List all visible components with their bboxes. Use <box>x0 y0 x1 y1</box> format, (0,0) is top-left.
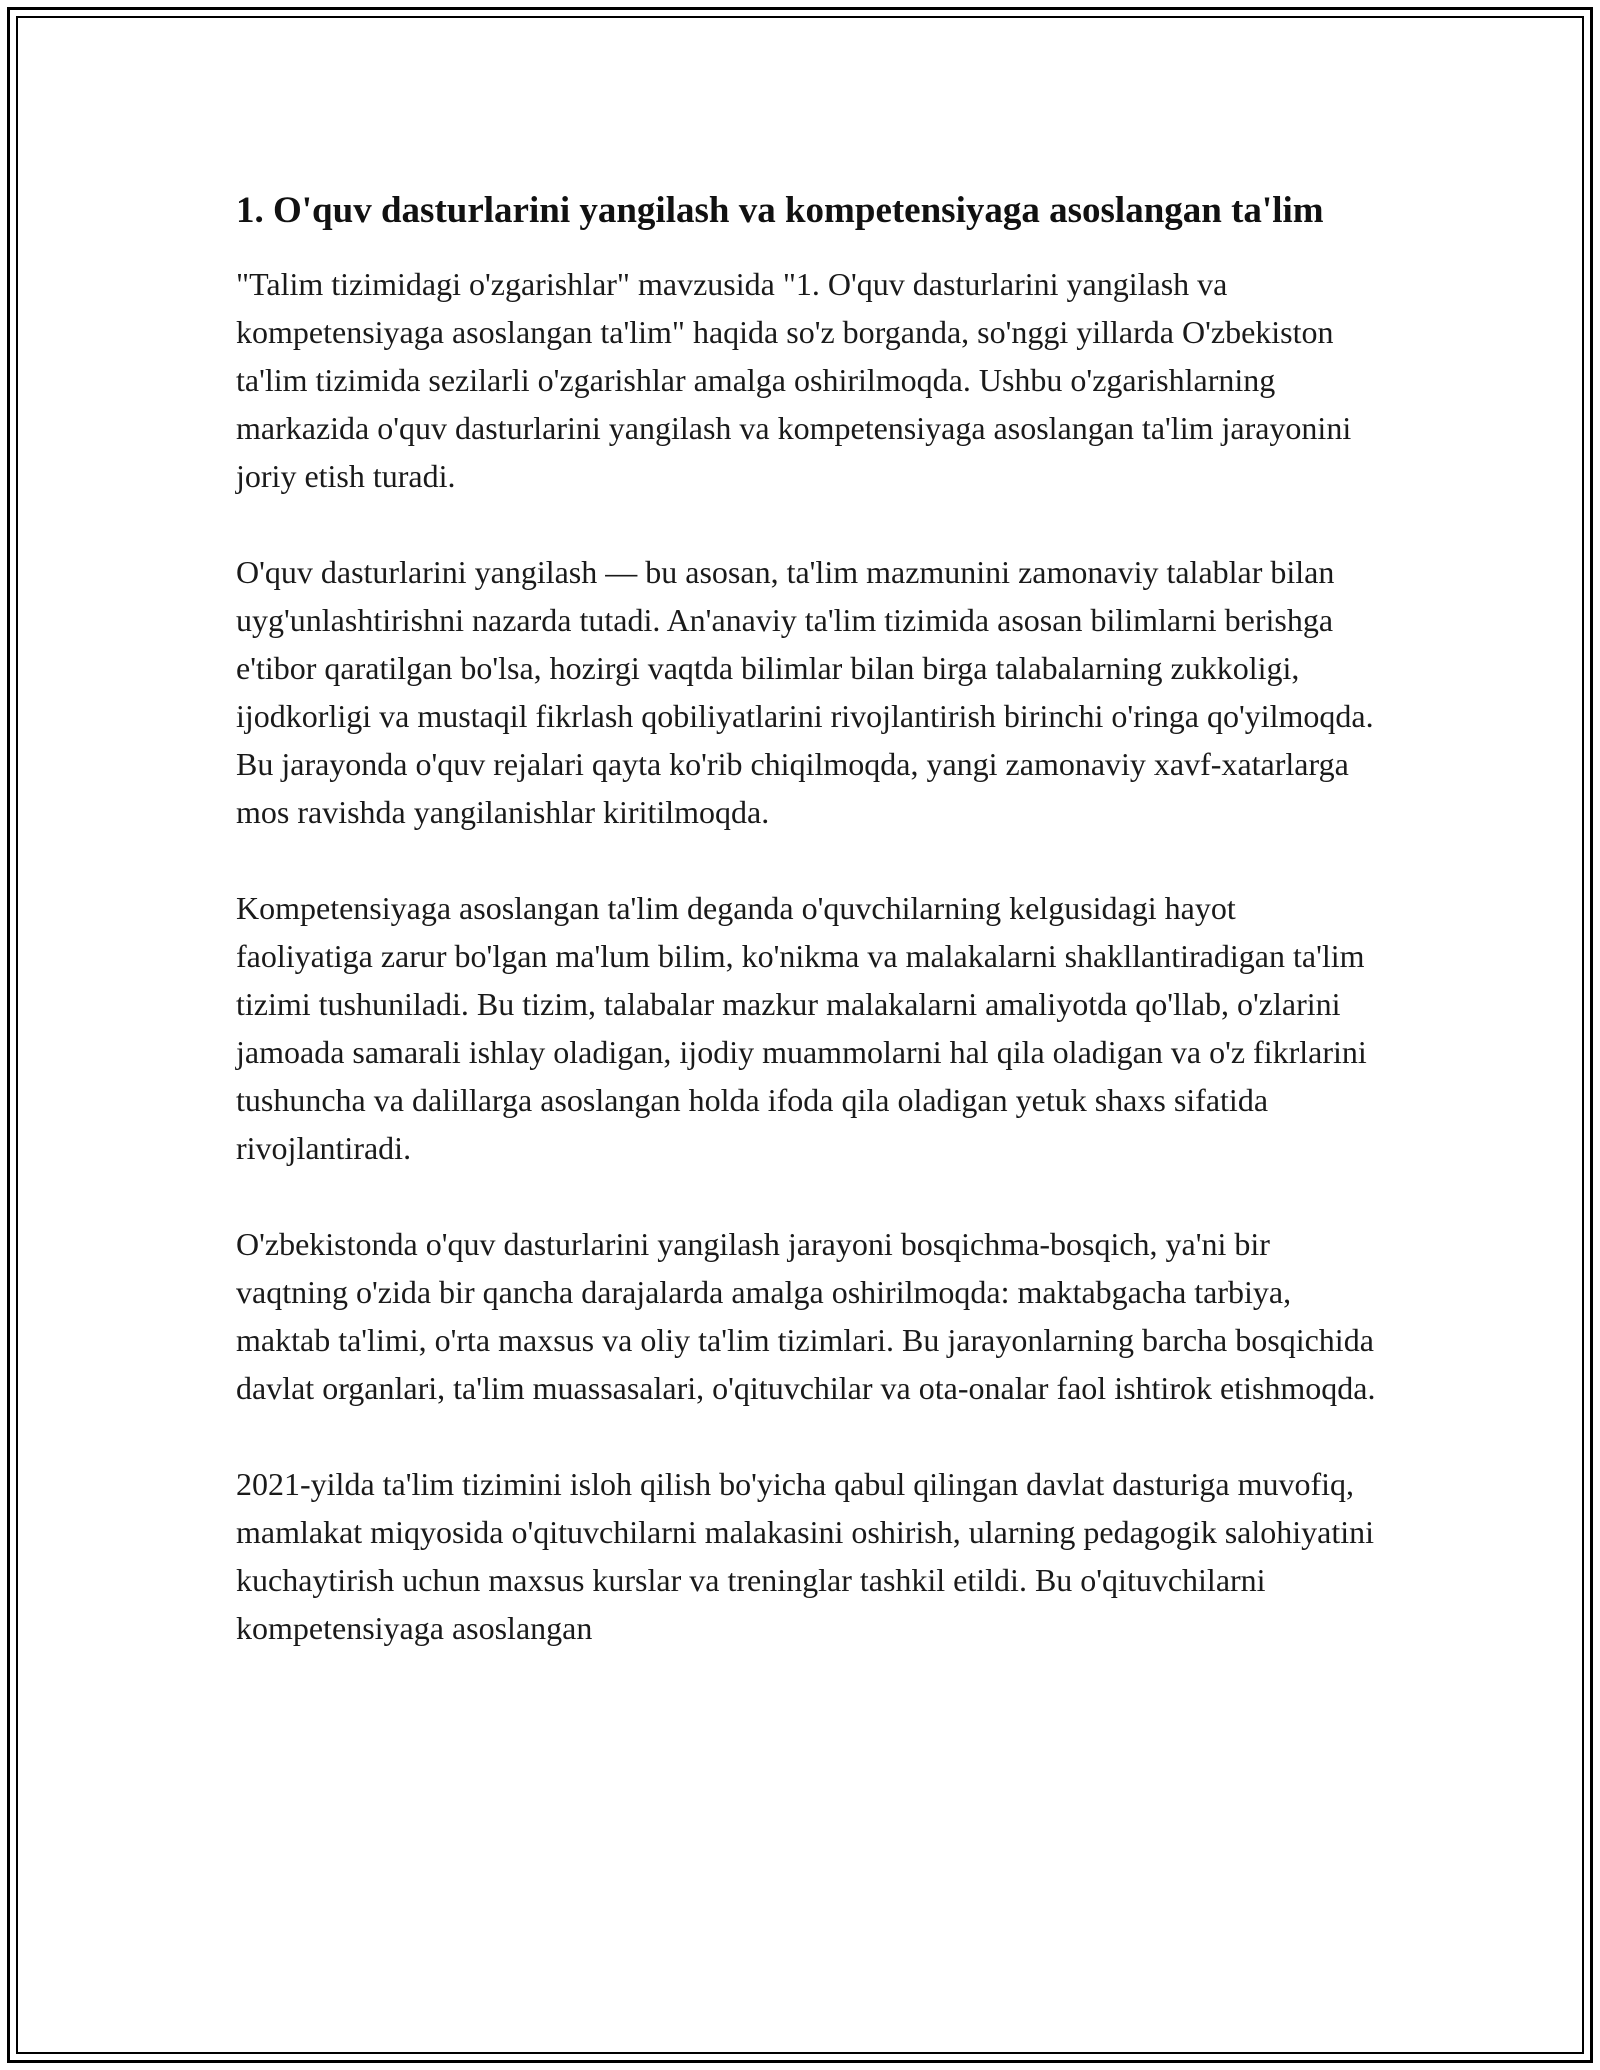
document-body <box>236 186 1376 1700</box>
paragraph-intro: "Talim tizimidagi o'zgarishlar" mavzusida "1. O'quv dasturlarini yangilash va kompetensiyaga asoslangan ta'lim" haqida so'z borganda, so'nggi yillarda O'zbekiston ta'lim tizimida sezilarli o'zgarishlar amalga oshirilmoqda. Ushbu o'zgarishlarning markazida o'quv dasturlarini yangilash va kompetensiyaga asoslangan ta'lim jarayonini joriy etish turadi. <box>236 266 1352 494</box>
paragraph-stages: O'zbekistonda o'quv dasturlarini yangilash jarayoni bosqichma-bosqich, ya'ni bir vaqtning o'zida bir qancha darajalarda amalga oshirilmoqda: maktabgacha tarbiya, maktab ta'limi, o'rta maxsus va oliy ta'lim tizimlari. Bu jarayonlarning barcha bosqichida davlat organlari, ta'lim muassasalari, o'qituvchilar va ota-onalar faol ishtirok etishmoqda. <box>236 1226 1376 1406</box>
section-heading: 1. O'quv dasturlarini yangilash va kompetensiyaga asoslangan ta'lim <box>236 190 1324 231</box>
paragraph-2021-program: 2021-yilda ta'lim tizimini isloh qilish bo'yicha qabul qilingan davlat dasturiga muvofiq, mamlakat miqyosida o'qituvchilarni malakasini oshirish, ularning pedagogik salohiyatini kuchaytirish uchun maxsus kurslar va treninglar tashkil etildi. Bu o'qituvchilarni kompetensiyaga asoslangan <box>236 1466 1374 1646</box>
paragraph-curriculum-update: O'quv dasturlarini yangilash — bu asosan, ta'lim mazmunini zamonaviy talablar bilan uyg'unlashtirishni nazarda tutadi. An'anaviy ta'lim tizimida asosan bilimlarni berishga e'tibor qaratilgan bo'lsa, hozirgi vaqtda bilimlar bilan birga talabalarning zukkoligi, ijodkorligi va mustaqil fikrlash qobiliyatlarini rivojlantirish birinchi o'ringa qo'yilmoqda. Bu jarayonda o'quv rejalari qayta ko'rib chiqilmoqda, yangi zamonaviy xavf-xatarlarga mos ravishda yangilanishlar kiritilmoqda. <box>236 554 1374 830</box>
paragraph-competency-based: Kompetensiyaga asoslangan ta'lim deganda o'quvchilarning kelgusidagi hayot faoliyatiga zarur bo'lgan ma'lum bilim, ko'nikma va malakalarni shakllantiradigan ta'lim tizimi tushuniladi. Bu tizim, talabalar mazkur malakalarni amaliyotda qo'llab, o'zlarini jamoada samarali ishlay oladigan, ijodiy muammolarni hal qila oladigan va o'z fikrlarini tushuncha va dalillarga asoslangan holda ifoda qila oladigan yetuk shaxs sifatida rivojlantiradi. <box>236 890 1367 1166</box>
